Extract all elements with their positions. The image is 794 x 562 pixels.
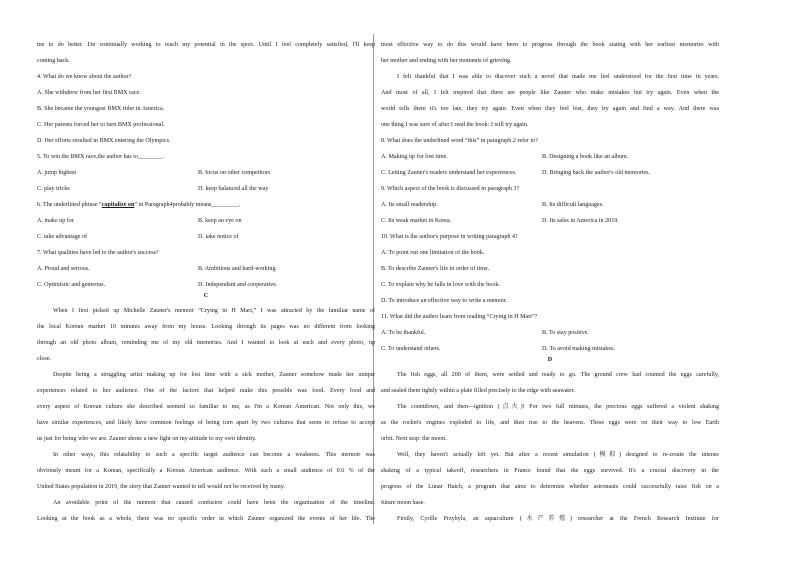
q11-option-a: A. To be thankful.	[381, 330, 426, 336]
text-line: close.	[37, 356, 52, 362]
text-line: The countdown, and then—ignition (点火)! For two full minutes, the precious eggs suffered a violent shaking	[397, 404, 719, 410]
q9-options-row-1	[381, 201, 719, 209]
text-line: world tells them it's too late, they try again. Even when they feel lost, they try again and find a way. And there was	[381, 106, 719, 112]
question-5-stem: 5. To win the BMX race,the author has to________.	[37, 154, 164, 160]
text-line: through an old photo album, reminding me of my old memories. And I wanted to look at each and every photo, up	[37, 340, 375, 346]
text-line: and sealed them tightly within a plate filled precisely to the edge with seawater.	[381, 388, 575, 394]
q7-option-b: B. Ambitious and hard-working.	[198, 266, 278, 272]
question-9-stem: 9. Which aspect of the book is discussed in paragraph 3?	[381, 186, 520, 192]
q10-option-c: C. To explain why he falls in love with the book.	[381, 282, 500, 288]
q8-option-b: B. Designing a book like an album.	[542, 154, 629, 160]
q7-option-a: A. Proud and serious.	[37, 266, 90, 272]
q6-option-c: C. take advantage of	[37, 234, 88, 240]
text-line: Well, they haven't actually left yet. But after a recent simulation (模拟) designed to re-create the intense	[397, 452, 719, 458]
q5-option-b: B. focus on other competitors	[198, 170, 271, 176]
q8-options-row-2	[381, 169, 719, 177]
q5-option-d: D. keep balanced all the way	[198, 186, 269, 192]
q8-options-row-1	[381, 153, 719, 161]
q4-option-d: D. Her efforts resulted in BMX entering the Olympics.	[37, 138, 171, 144]
text-line: shaking of a typical takeoff, researchers in France found that the eggs survived. It's a crucial discovery in the	[381, 468, 719, 474]
section-c-heading: C	[203, 293, 209, 299]
text-line: orbit. Next stop: the moon.	[381, 436, 447, 442]
question-7-stem: 7. What qualities have led to the author's success?	[37, 250, 159, 256]
text-line: And most of all, I felt inspired that there are people like Zauner who make mistakes but try again. Even when the	[381, 90, 719, 96]
q5-options-row-1	[37, 169, 375, 177]
text-line: future moon base.	[381, 500, 425, 506]
q9-option-b: B. Its difficult languages.	[542, 202, 604, 208]
question-10-stem: 10. What is the author's purpose in writing paragraph 4?	[381, 234, 518, 240]
q9-option-c: C. Its weak market in Korea.	[381, 218, 452, 224]
text-line: have similar experiences, and likely have common feelings of being torn apart by two cultures that seem to refuse to accept	[37, 420, 375, 426]
text-line: An avoidable point of the memoir that caused confusion could have been the organization of the timeline.	[53, 500, 375, 506]
question-4-stem: 4. What do we know about the author?	[37, 74, 132, 80]
text-line: Firstly, Cyrille Przybyla, an aquaculture (水产养殖) researcher at the French Research Institute for	[397, 516, 719, 522]
section-d-heading: D	[547, 357, 553, 363]
text-line: United States population in 2019, the story that Zauner wanted to tell would not be received by many.	[37, 484, 285, 490]
q11-option-d: D. To avoid making mistakes.	[542, 346, 615, 352]
q9-option-d: D. Its sales in America in 2019.	[542, 218, 619, 224]
text-line: The fish eggs, all 200 of them, were settled and ready to go. The ground crew had counted the eggs carefully,	[397, 372, 719, 378]
q6-options-row-1	[37, 217, 375, 225]
q9-option-a: A. Its small readership.	[381, 202, 438, 208]
text-line: the local Korean market 10 minutes away from my house. Looking through its pages was no different from looking	[37, 324, 375, 330]
text-line: Despite being a struggling artist making up for lost time with a sick mother, Zauner somehow made her unique	[53, 372, 375, 378]
q4-option-b: B. She became the youngest BMX rider in America.	[37, 106, 165, 112]
text-line: her mother and ending with her moments of grieving.	[381, 58, 512, 64]
q8-option-d: D. Bringing back the author's old memories.	[542, 170, 651, 176]
question-6-stem	[37, 201, 375, 209]
text-line: every aspect of Korean culture she described seemed so familiar to me, as I'm a Korean American. Not only this, we	[37, 404, 375, 410]
text-line: us just for being who we are. Zauner shone a new light on my attitude to my own identity.	[37, 436, 257, 442]
q7-options-row-2	[37, 281, 375, 289]
question-11-stem: 11. What did the author learn from reading “Crying in H Mart”?	[381, 314, 538, 320]
text-line: When I first picked up Michelle Zauner's memoir “Crying in H Mart,” I was attracted by the familiar name of	[53, 308, 375, 314]
text-line: one thing I was sure of after I read the book: I will try again.	[381, 122, 529, 128]
text-line: I felt thankful that I was able to discover such a novel that made me feel understood for the first time in years.	[397, 74, 719, 80]
q6-underlined-phrase: capitalize on	[101, 202, 135, 208]
text-line: coming back.	[37, 58, 70, 64]
q6-option-a: A. make up for	[37, 218, 74, 224]
text-line: Looking at the book as a whole, there was no specific order in which Zauner organized the events of her life. The	[37, 516, 375, 522]
q10-option-d: D. To introduce an effective way to write a memoir.	[381, 298, 508, 304]
q8-option-c: C. Letting Zauner's readers understand her experiences.	[381, 170, 517, 176]
q10-option-a: A. To point out one limitation of the book.	[381, 250, 485, 256]
q4-option-c: C. Her parents forced her to turn BMX professional.	[37, 122, 165, 128]
text-line: progress of the Lunar Hatch, a program that aims to determine whether astronauts could successfully raise fish on a	[381, 484, 719, 490]
q11-option-b: B. To stay positive.	[542, 330, 590, 336]
q6-stem-start: 6. The underlined phrase “	[37, 202, 102, 208]
q6-option-b: B. keep an eye on	[198, 218, 242, 224]
q5-option-c: C. play tricks	[37, 186, 70, 192]
q5-option-a: A. jump highest	[37, 170, 77, 176]
q7-option-d: D. Independent and cooperative.	[198, 282, 278, 288]
question-8-stem: 8. What does the underlined word “this” in paragraph 2 refer to?	[381, 138, 538, 144]
text-line: obviously meant for a Korean, specifically a Korean American audience. With such a small audience of 0.6 % of the	[37, 468, 375, 474]
q11-options-row-1	[381, 329, 719, 337]
text-line: me to do better. I'm continually working to reach my potential in the sport. Until I feel completely satisfied, I'll keep	[37, 42, 375, 48]
q6-option-d: D. take notice of	[198, 234, 239, 240]
text-line: In other ways, this relatability to such a specific target audience can become a weakness. This memoir was	[53, 452, 375, 458]
q5-options-row-2	[37, 185, 375, 193]
q9-options-row-2	[381, 217, 719, 225]
text-line: experiences related to her audience. One of the factors that helped make this possible was food. Every food and	[37, 388, 375, 394]
q6-options-row-2	[37, 233, 375, 241]
q4-option-a: A. She withdrew from her first BMX race.	[37, 90, 141, 96]
text-line: most effective way to do this would have been to progress through the book stating with her earliest memories with	[381, 42, 719, 48]
q11-option-c: C. To understand others.	[381, 346, 441, 352]
q10-option-b: B. To describe Zauner's life in order of time.	[381, 266, 490, 272]
q8-option-a: A. Making up for lost time.	[381, 154, 448, 160]
q7-option-c: C. Optimistic and generous.	[37, 282, 106, 288]
text-line: as the rocket's engines exploded to life, and then rise to the heavens. These eggs were on their way to low Earth	[381, 420, 719, 426]
q6-stem-end: ” in Paragraph4probably means_________.	[134, 202, 241, 208]
q7-options-row-1	[37, 265, 375, 273]
q11-options-row-2	[381, 345, 719, 353]
